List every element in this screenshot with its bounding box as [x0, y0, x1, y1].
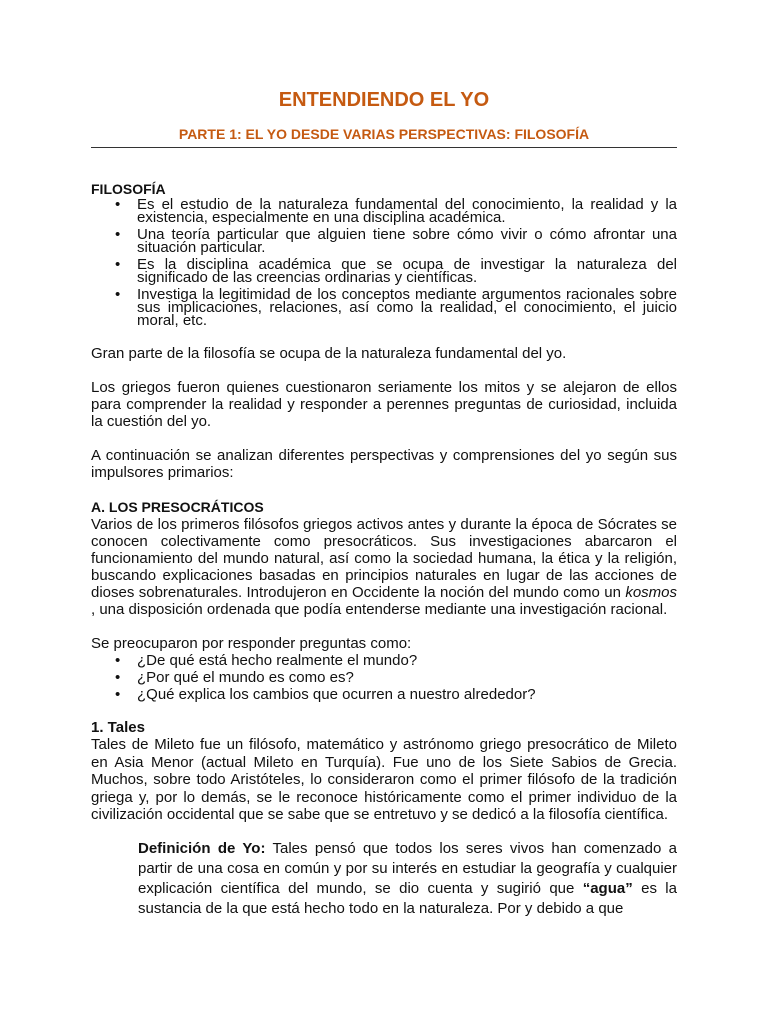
bullet-icon: • — [115, 669, 121, 686]
paragraph-2: Los griegos fueron quienes cuestionaron seriamente los mitos y se alejaron de ellos para comprender la realidad y responder a perennes preguntas de curiosidad, incluida la cuestión del yo. — [91, 379, 677, 430]
paragraph-3: A continuación se analizan diferentes perspectivas y comprensiones del yo según sus impulsores primarios: — [91, 447, 677, 481]
bullet-icon: • — [115, 256, 121, 273]
list-item: • Es el estudio de la naturaleza fundamental del conocimiento, la realidad y la existencia, especialmente en una disciplina académica. — [115, 196, 677, 226]
section-heading-presocraticos: A. LOS PRESOCRÁTICOS — [91, 499, 264, 515]
list-item: • ¿De qué está hecho realmente el mundo? — [115, 652, 418, 669]
list-item: • ¿Por qué el mundo es como es? — [115, 669, 354, 686]
tales-paragraph: Tales de Mileto fue un filósofo, matemático y astrónomo griego presocrático de Mileto en Asia Menor (actual Mileto en Turquía). Fue uno de los Siete Sabios de Grecia. Muchos, sobre todo Aristóteles, lo consideraron como el primer filósofo de la tradición griega y, por lo demás, se le reconoce históricamente como el primer individuo de la civilización occidental que se sabe que se entretuvo y se dedicó a la filosofía científica. — [91, 736, 677, 823]
list-item: • ¿Qué explica los cambios que ocurren a nuestro alrededor? — [115, 686, 536, 703]
document-title: ENTENDIENDO EL YO — [278, 89, 490, 111]
document-content — [91, 86, 677, 919]
kosmos-term: kosmos — [625, 584, 677, 601]
questions-intro: Se preocuparon por responder preguntas como: — [91, 635, 412, 652]
presocraticos-paragraph: Varios de los primeros filósofos griegos activos antes y durante la época de Sócrates se conocen colectivamente como presocráticos. Sus investigaciones abarcaron el funcionamiento del mundo natural, así como la sociedad humana, la ética y la religión, buscando explicaciones basadas en principios naturales en lugar de las acciones de dioses sobrenaturales. Introdujeron en Occidente la noción del mundo como un kosmos , una disposición ordenada que podía entenderse mediante una investigación racional. — [91, 516, 677, 618]
list-item: • Es la disciplina académica que se ocupa de investigar la naturaleza del significado de las creencias ordinarias y científicas. — [115, 256, 677, 286]
bullet-icon: • — [115, 652, 121, 669]
questions-list — [91, 652, 677, 703]
list-item: • Investiga la legitimidad de los conceptos mediante argumentos racionales sobre sus implicaciones, relaciones, así como la realidad, el conocimiento, el juicio moral, etc. — [115, 286, 677, 329]
paragraph-1: Gran parte de la filosofía se ocupa de la naturaleza fundamental del yo. — [91, 345, 567, 362]
filosofia-bullet-list — [91, 198, 677, 327]
section-heading-tales: 1. Tales — [91, 719, 145, 736]
definition-paragraph: Definición de Yo: Tales pensó que todos los seres vivos han comenzado a partir de una cosa en común y por su interés en estudiar la geografía y cualquier explicación científica del mundo, se dio cuenta y sugirió que “agua” es la sustancia de la que está hecho todo en la naturaleza. Por y debido a que — [138, 839, 678, 917]
bullet-icon: • — [115, 196, 121, 213]
agua-term: “agua” — [582, 879, 633, 897]
document-subtitle: PARTE 1: EL YO DESDE VARIAS PERSPECTIVAS: FILOSOFÍA — [91, 125, 677, 148]
definition-label: Definición de Yo: — [138, 839, 266, 857]
definition-block — [138, 839, 677, 919]
list-item: • Una teoría particular que alguien tiene sobre cómo vivir o cómo afrontar una situación particular. — [115, 226, 677, 256]
bullet-icon: • — [115, 226, 121, 243]
bullet-icon: • — [115, 686, 121, 703]
section-heading-filosofia: FILOSOFÍA — [91, 181, 166, 197]
bullet-icon: • — [115, 286, 121, 303]
